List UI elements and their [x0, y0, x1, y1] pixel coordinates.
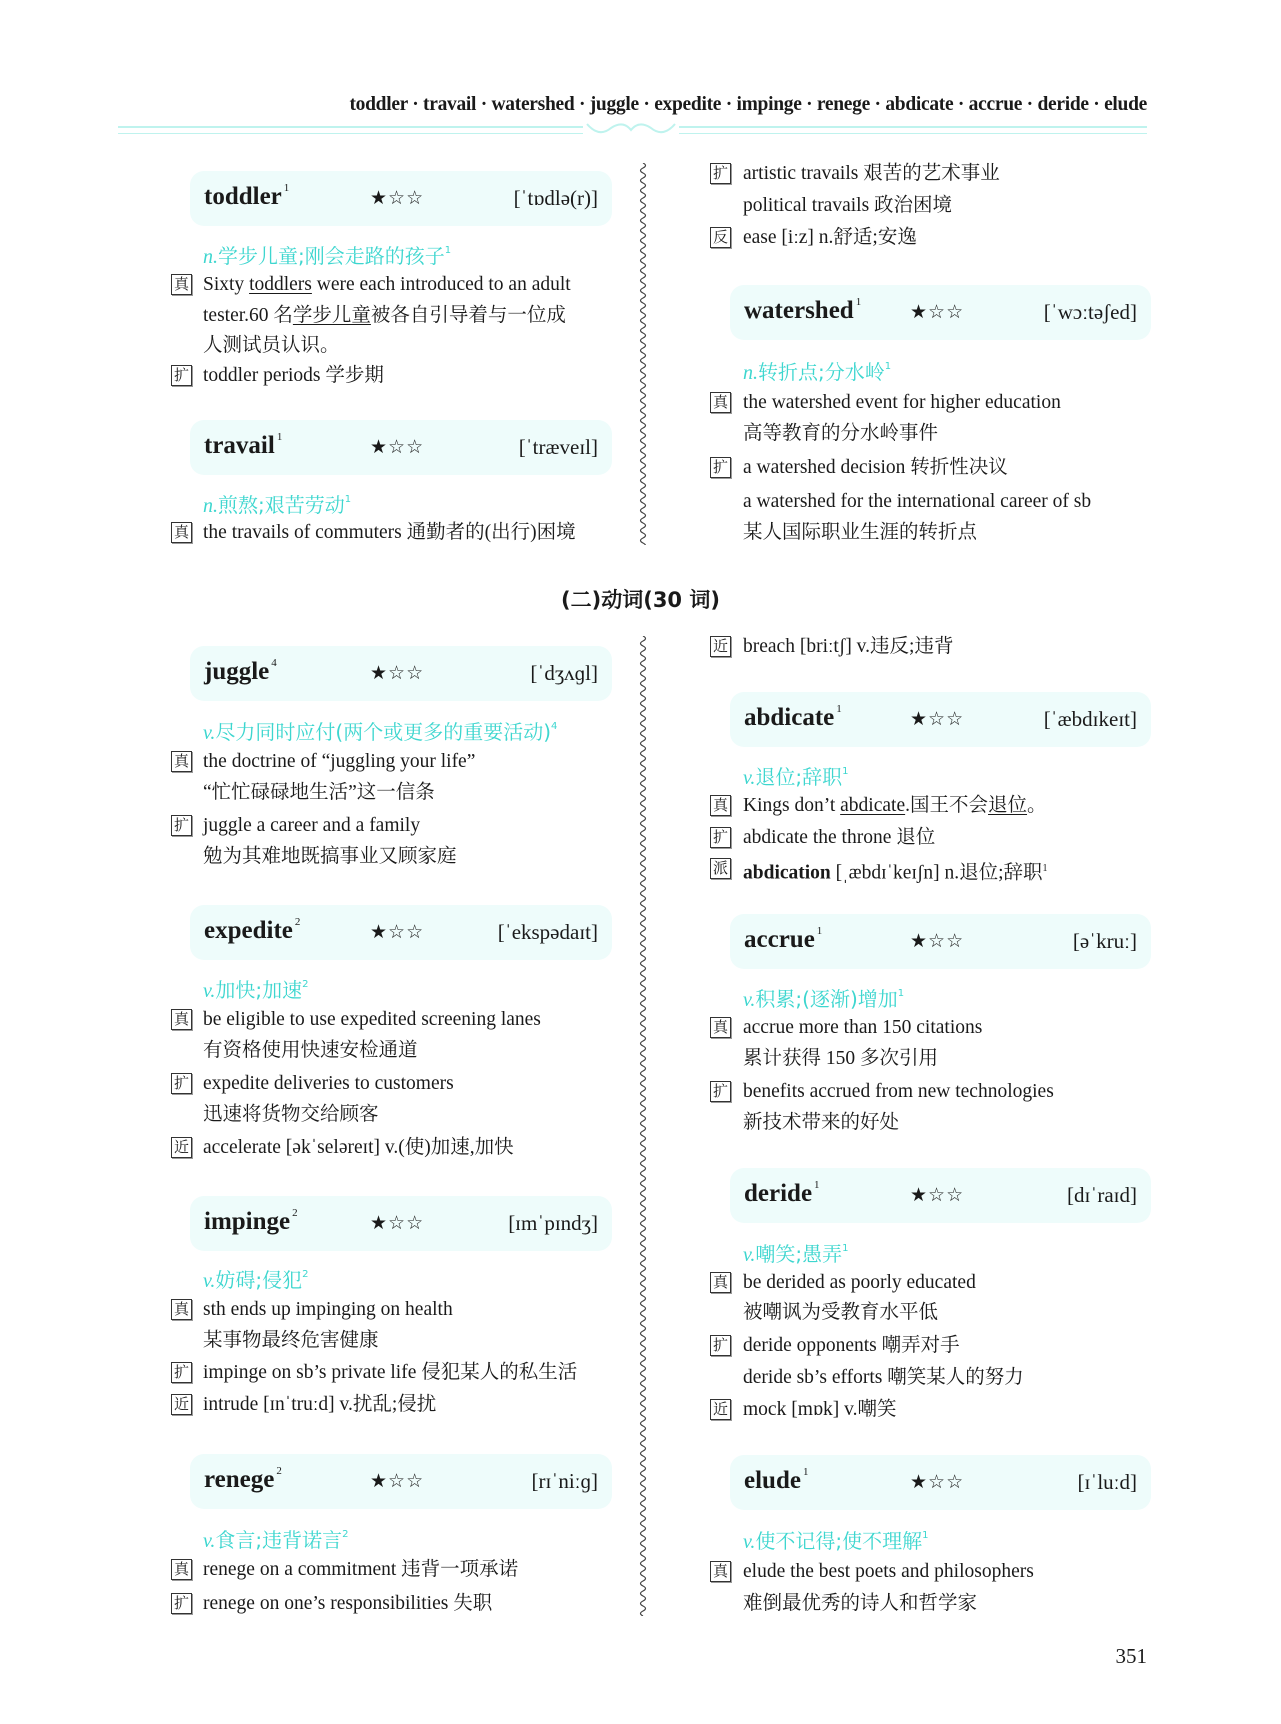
part-of-speech: n.: [203, 246, 218, 268]
difficulty-stars: ★☆☆: [370, 188, 425, 209]
definition-superscript: 2: [302, 979, 309, 990]
line-text: were each introduced to an adult: [311, 274, 571, 295]
definition-superscript: 1: [922, 1530, 929, 1541]
extension-tag: 扩: [710, 1335, 731, 1356]
definition-text: 妨碍;侵犯: [215, 1268, 303, 1292]
example-line: [173, 1294, 453, 1325]
line-text: 难倒最优秀的诗人和哲学家: [743, 1593, 978, 1614]
extension-tag: 扩: [710, 457, 731, 478]
frequency-superscript: 2: [276, 1465, 282, 1477]
example-line: [712, 631, 954, 662]
exam-tag: 真: [171, 1559, 192, 1580]
part-of-speech: v.: [743, 1531, 756, 1553]
part-of-speech: v.: [203, 980, 216, 1002]
line-text: [ˌæbdɪˈkeɪʃn] n.退位;辞职: [830, 862, 1043, 884]
example-line: [173, 1132, 514, 1163]
line-text: accelerate [əkˈseləreɪt] v.(使)加速,加快: [203, 1137, 514, 1158]
difficulty-stars: ★☆☆: [910, 709, 965, 730]
line-text: renege on one’s responsibilities 失职: [203, 1593, 493, 1614]
headword: [204, 1465, 282, 1494]
example-line: [712, 1556, 1034, 1587]
definition-superscript: 2: [302, 1269, 309, 1280]
line-text: 被各自引导着与一位成: [370, 305, 566, 326]
frequency-superscript: 1: [802, 1466, 809, 1478]
frequency-superscript: 1: [1042, 863, 1048, 874]
line-text: elude the best poets and philosophers: [743, 1561, 1034, 1582]
example-line: [743, 1362, 1024, 1393]
headword-text: deride: [744, 1180, 813, 1207]
definition: [203, 240, 451, 269]
headword-text: impinge: [204, 1208, 291, 1235]
line-text: the travails of commuters 通勤者的(出行)困境: [203, 522, 576, 543]
antonym-tag: 反: [710, 227, 731, 248]
phonetic: [ɪmˈpɪndʒ]: [508, 1211, 598, 1235]
definition-superscript: 1: [842, 1243, 849, 1254]
headword-text: elude: [744, 1467, 801, 1494]
line-text: Sixty: [203, 274, 250, 295]
headword-text: watershed: [744, 297, 854, 324]
underlined-keyword: 学步儿童: [292, 305, 371, 326]
phonetic: [rɪˈniːɡ]: [531, 1469, 598, 1493]
synonym-tag: 近: [710, 1399, 731, 1420]
example-line: [743, 1043, 938, 1074]
headword: [204, 657, 277, 686]
example-line: [173, 746, 476, 777]
definition: [203, 1524, 349, 1553]
definition-superscript: 1: [897, 988, 905, 999]
line-text: 被嘲讽为受教育水平低: [743, 1302, 939, 1323]
extension-tag: 扩: [171, 1073, 192, 1094]
line-text: accrue more than 150 citations: [743, 1017, 983, 1038]
headword: [204, 182, 289, 211]
definition: [203, 1264, 309, 1293]
line-text: 某事物最终危害健康: [203, 1330, 379, 1351]
example-line: [712, 1012, 983, 1043]
difficulty-stars: ★☆☆: [910, 302, 965, 323]
difficulty-stars: ★☆☆: [910, 931, 965, 952]
headword-text: abdicate: [744, 704, 835, 731]
line-text: be derided as poorly educated: [743, 1272, 976, 1293]
frequency-superscript: 1: [283, 182, 290, 194]
underlined-keyword: abdicate: [840, 795, 906, 816]
exam-tag: 真: [710, 1017, 731, 1038]
line-text: renege on a commitment 违背一项承诺: [203, 1559, 519, 1580]
part-of-speech: v.: [203, 1270, 216, 1292]
difficulty-stars: ★☆☆: [370, 437, 425, 458]
part-of-speech: v.: [743, 989, 756, 1011]
definition-superscript: 1: [444, 245, 452, 256]
definition-text: 食言;违背诺言: [215, 1528, 343, 1552]
word-card-watershed: [730, 285, 1151, 340]
line-text: be eligible to use expedited screening lanes: [203, 1009, 541, 1030]
definition-text: 嘲笑;愚弄: [755, 1242, 843, 1266]
line-text: toddler periods 学步期: [203, 365, 384, 386]
example-line: [743, 1297, 938, 1328]
part-of-speech: v.: [743, 1244, 756, 1266]
definition-text: 加快;加速: [215, 978, 303, 1002]
definition-text: 尽力同时应付(两个或更多的重要活动): [215, 720, 552, 744]
line-text: deride opponents 嘲弄对手: [743, 1335, 960, 1356]
example-line: [712, 1330, 960, 1361]
example-line: [173, 1588, 493, 1619]
extension-tag: 扩: [710, 827, 731, 848]
line-text: ease [iːz] n.舒适;安逸: [743, 227, 917, 248]
running-header: toddler · travail · watershed · juggle · expedite · impinge · renege · abdicate · accrue · deride · elude: [349, 94, 1147, 115]
example-line: [173, 517, 576, 548]
underlined-keyword: 退位: [988, 795, 1028, 816]
line-text: sth ends up impinging on health: [203, 1299, 453, 1320]
headword: [204, 1207, 298, 1236]
extension-tag: 扩: [171, 1593, 192, 1614]
headword-text: expedite: [204, 917, 293, 944]
definition-superscript: 1: [884, 361, 892, 372]
exam-tag: 真: [171, 751, 192, 772]
exam-tag: 真: [171, 1009, 192, 1030]
example-line: [712, 790, 1047, 821]
underlined-keyword: toddlers: [249, 274, 312, 295]
phonetic: [ˈwɔːtəʃed]: [1043, 300, 1137, 324]
word-card-deride: [730, 1168, 1151, 1223]
part-of-speech: v.: [203, 1530, 216, 1552]
word-card-abdicate: [730, 692, 1151, 747]
example-line: [743, 418, 938, 449]
example-line: [173, 360, 384, 391]
line-text: political travails 政治困境: [743, 195, 953, 216]
phonetic: [dɪˈraɪd]: [1067, 1183, 1137, 1207]
word-card-elude: [730, 1455, 1151, 1510]
definition-superscript: 2: [342, 1529, 349, 1540]
definition: [203, 489, 351, 518]
part-of-speech: v.: [203, 722, 216, 744]
phonetic: [ˈtræveɪl]: [518, 435, 598, 459]
exam-tag: 真: [710, 1561, 731, 1582]
frequency-superscript: 2: [294, 916, 301, 928]
headword: [744, 703, 842, 732]
extension-tag: 扩: [710, 1081, 731, 1102]
line-text: 有资格使用快速安检通道: [203, 1040, 418, 1061]
frequency-superscript: 1: [855, 296, 862, 308]
synonym-tag: 近: [171, 1394, 192, 1415]
example-line: [203, 1035, 418, 1066]
example-line: [173, 1554, 519, 1585]
definition: [203, 716, 557, 745]
headword: [744, 1179, 820, 1208]
difficulty-stars: ★☆☆: [370, 1213, 425, 1234]
line-text: 勉为其难地既搞事业又顾家庭: [203, 846, 457, 867]
difficulty-stars: ★☆☆: [910, 1472, 965, 1493]
synonym-tag: 近: [171, 1137, 192, 1158]
example-line: [712, 822, 936, 853]
line-text: expedite deliveries to customers: [203, 1073, 454, 1094]
example-line: [712, 452, 1008, 483]
headword: [744, 296, 861, 325]
line-text: 。: [1027, 795, 1047, 816]
definition-text: 学步儿童;刚会走路的孩子: [218, 244, 445, 268]
frequency-superscript: 4: [271, 657, 277, 669]
definition-text: 使不记得;使不理解: [755, 1529, 923, 1553]
line-text: mock [mɒk] v.嘲笑: [743, 1399, 897, 1420]
extension-tag: 扩: [171, 365, 192, 386]
definition-text: 煎熬;艰苦劳动: [218, 493, 345, 517]
headword: [204, 916, 300, 945]
example-line: [712, 1267, 976, 1298]
word-card-juggle: [190, 646, 612, 701]
extension-tag: 扩: [171, 1362, 192, 1383]
word-card-expedite: [190, 905, 612, 960]
definition: [203, 974, 309, 1003]
frequency-superscript: 2: [292, 1207, 298, 1219]
example-line: [743, 190, 952, 221]
line-text: .国王不会: [905, 795, 989, 816]
line-text: benefits accrued from new technologies: [743, 1081, 1054, 1102]
line-text: Kings don’t: [743, 795, 841, 816]
line-text: a watershed decision 转折性决议: [743, 457, 1008, 478]
line-text: 新技术带来的好处: [743, 1112, 900, 1133]
headword: [744, 925, 822, 954]
example-line: [712, 158, 1000, 189]
definition-superscript: 1: [842, 766, 849, 777]
definition-text: 退位;辞职: [755, 765, 843, 789]
example-line: [203, 1325, 379, 1356]
example-line: [743, 486, 1091, 517]
definition: [743, 1525, 929, 1554]
line-text: 高等教育的分水岭事件: [743, 423, 939, 444]
example-line: [203, 777, 435, 808]
line-text: tester.60 名: [203, 305, 293, 326]
line-text: intrude [ɪnˈtruːd] v.扰乱;侵扰: [203, 1394, 437, 1415]
derived-word: abdication: [743, 862, 831, 884]
line-text: abdicate the throne 退位: [743, 827, 936, 848]
line-text: juggle a career and a family: [203, 815, 421, 836]
line-text: 迅速将货物交给顾客: [203, 1104, 379, 1125]
column-divider: [638, 163, 648, 545]
example-line: [203, 330, 340, 361]
frequency-superscript: 1: [276, 431, 283, 443]
column-divider: [638, 636, 648, 1616]
exam-tag: 真: [710, 392, 731, 413]
phonetic: [ˈæbdɪkeɪt]: [1043, 707, 1137, 731]
headword-text: renege: [204, 1466, 275, 1493]
definition: [743, 356, 891, 385]
headword-text: juggle: [204, 658, 270, 685]
line-text: artistic travails 艰苦的艺术事业: [743, 163, 1000, 184]
example-line: [173, 1068, 454, 1099]
definition: [743, 983, 904, 1012]
word-card-renege: [190, 1454, 612, 1509]
word-card-toddler: [190, 171, 612, 226]
header-ornament: [583, 120, 679, 138]
headword-text: toddler: [204, 183, 282, 210]
example-line: [743, 1588, 977, 1619]
synonym-tag: 近: [710, 636, 731, 657]
example-line: [203, 1099, 379, 1130]
exam-tag: 真: [710, 795, 731, 816]
headword-text: accrue: [744, 926, 815, 953]
example-line: [743, 1107, 899, 1138]
definition-text: 转折点;分水岭: [758, 360, 885, 384]
difficulty-stars: ★☆☆: [370, 663, 425, 684]
exam-tag: 真: [171, 274, 192, 295]
example-line: [173, 1357, 578, 1388]
line-text: a watershed for the international career of sb: [743, 491, 1092, 512]
example-line: [173, 1389, 437, 1420]
example-line: [712, 1394, 897, 1425]
exam-tag: 真: [171, 522, 192, 543]
phonetic: [ˈekspədaɪt]: [497, 920, 598, 944]
word-card-impinge: [190, 1196, 612, 1251]
example-line: [743, 517, 977, 548]
example-line: [712, 387, 1061, 418]
headword-text: travail: [204, 432, 275, 459]
example-line: [173, 1004, 541, 1035]
derivative-tag: 派: [710, 858, 731, 879]
line-text: breach [briːtʃ] v.违反;违背: [743, 636, 954, 657]
example-line: [173, 269, 571, 300]
definition-superscript: 1: [344, 494, 352, 505]
frequency-superscript: 1: [836, 703, 842, 715]
part-of-speech: v.: [743, 767, 756, 789]
extension-tag: 扩: [171, 815, 192, 836]
line-text: the watershed event for higher education: [743, 392, 1061, 413]
part-of-speech: n.: [743, 362, 758, 384]
example-line: [712, 853, 1048, 884]
difficulty-stars: ★☆☆: [370, 1471, 425, 1492]
example-line: [712, 222, 917, 253]
example-line: [173, 810, 421, 841]
example-line: [203, 841, 457, 872]
definition: [743, 1238, 849, 1267]
line-text: “忙忙碌碌地生活”这一信条: [203, 782, 435, 803]
definition-text: 积累;(逐渐)增加: [755, 987, 898, 1011]
line-text: 某人国际职业生涯的转折点: [743, 522, 978, 543]
difficulty-stars: ★☆☆: [370, 922, 425, 943]
line-text: 累计获得 150 多次引用: [743, 1048, 939, 1069]
line-text: the doctrine of “juggling your life”: [203, 751, 476, 772]
example-line: [203, 300, 566, 331]
example-line: [712, 1076, 1054, 1107]
phonetic: [ɪˈluːd]: [1077, 1470, 1137, 1494]
line-text: 人测试员认识。: [203, 335, 340, 356]
line-text: impinge on sb’s private life 侵犯某人的私生活: [203, 1362, 578, 1383]
definition: [743, 761, 849, 790]
section-heading: (二)动词(30 词): [561, 588, 720, 612]
part-of-speech: n.: [203, 495, 218, 517]
extension-tag: 扩: [710, 163, 731, 184]
definition-superscript: 4: [551, 721, 558, 732]
word-card-travail: [190, 420, 612, 475]
headword: [204, 431, 282, 460]
headword: [744, 1466, 808, 1495]
line-text: deride sb’s efforts 嘲笑某人的努力: [743, 1367, 1024, 1388]
frequency-superscript: 1: [816, 925, 823, 937]
page-number: 351: [1115, 1644, 1147, 1668]
exam-tag: 真: [710, 1272, 731, 1293]
phonetic: [ˈdʒʌɡl]: [530, 661, 598, 685]
exam-tag: 真: [171, 1299, 192, 1320]
phonetic: [ˈtɒdlə(r)]: [513, 186, 598, 210]
phonetic: [əˈkruː]: [1072, 929, 1137, 953]
difficulty-stars: ★☆☆: [910, 1185, 965, 1206]
word-card-accrue: [730, 914, 1151, 969]
frequency-superscript: 1: [814, 1179, 820, 1191]
